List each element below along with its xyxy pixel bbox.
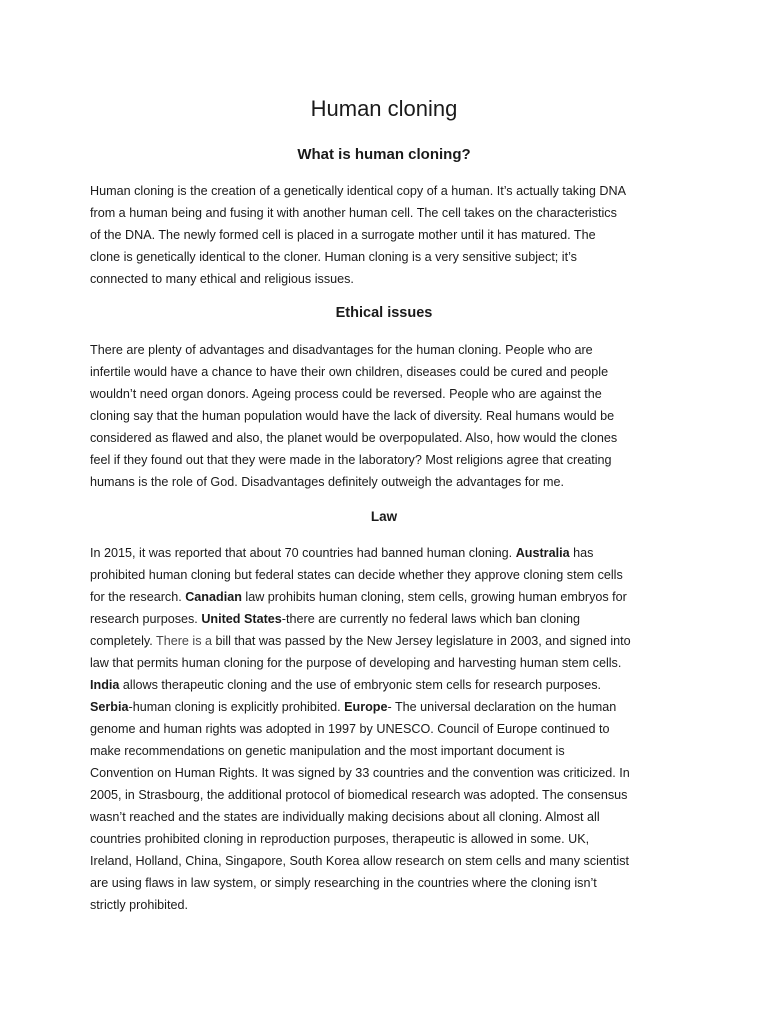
paragraph-line: clone is genetically identical to the cloner. Human cloning is a very sensitive subject; it’s: [90, 250, 577, 264]
country-name-canadian: Canadian: [185, 590, 242, 604]
paragraph-line: connected to many ethical and religious issues.: [90, 272, 354, 286]
section-heading-law: Law: [370, 509, 398, 524]
paragraph-line: are using flaws in law system, or simply researching in the countries where the cloning isn’t: [90, 876, 597, 890]
paragraph-line: wouldn’t need organ donors. Ageing process could be reversed. People who are against the: [90, 387, 602, 401]
paragraph-line: Ireland, Holland, China, Singapore, South Korea allow research on stem cells and many scientist: [90, 854, 630, 868]
country-name-serbia: Serbia: [90, 700, 129, 714]
paragraph-line: considered as flawed and also, the planet would be overpopulated. Also, how would the clones: [90, 431, 618, 445]
paragraph-line: In 2015, it was reported that about 70 countries had banned human cloning. Australia has: [90, 546, 594, 560]
paragraph-line: infertile would have a chance to have their own children, diseases could be cured and people: [90, 365, 609, 379]
paragraph-line: research purposes. United States-there are currently no federal laws which ban cloning: [90, 612, 581, 626]
paragraph-line: from a human being and fusing it with another human cell. The cell takes on the characteristics: [90, 206, 617, 220]
paragraph-line: wasn’t reached and the states are individually making decisions about all cloning. Almost all: [90, 810, 600, 824]
grey-text-fragment: There is a: [156, 634, 213, 648]
paragraph-line: law that permits human cloning for the purpose of developing and harvesting human stem cells.: [90, 656, 622, 670]
paragraph-line: make recommendations on genetic manipulation and the most important document is: [90, 744, 565, 758]
paragraph-ethical-issues: [90, 339, 680, 493]
country-name-india: India: [90, 678, 120, 692]
paragraph-line: 2005, in Strasbourg, the additional protocol of biomedical research was adopted. The consensus: [90, 788, 628, 802]
paragraph-law: [90, 542, 680, 916]
section-heading-what-is-cloning: What is human cloning?: [297, 146, 471, 163]
paragraph-line: for the research. Canadian law prohibits human cloning, stem cells, growing human embryos for: [90, 590, 627, 604]
paragraph-line: Human cloning is the creation of a genetically identical copy of a human. It’s actually taking DNA: [90, 184, 626, 198]
paragraph-line: completely. There is a bill that was passed by the New Jersey legislature in 2003, and signed into: [90, 634, 631, 648]
region-name-europe: Europe: [344, 700, 388, 714]
paragraph-what-is-cloning: [90, 180, 680, 290]
paragraph-line: feel if they found out that they were made in the laboratory? Most religions agree that creating: [90, 453, 612, 467]
country-name-australia: Australia: [515, 546, 570, 560]
paragraph-line: Serbia-human cloning is explicitly prohibited. Europe- The universal declaration on the human: [90, 700, 617, 714]
document-title: Human cloning: [310, 96, 458, 121]
paragraph-line: of the DNA. The newly formed cell is placed in a surrogate mother until it has matured. The: [90, 228, 596, 242]
paragraph-line: humans is the role of God. Disadvantages definitely outweigh the advantages for me.: [90, 475, 564, 489]
paragraph-line: prohibited human cloning but federal states can decide whether they approve cloning stem cells: [90, 568, 623, 582]
section-heading-ethical-issues: Ethical issues: [335, 305, 433, 321]
paragraph-line: countries prohibited cloning in reproduction purposes, therapeutic is allowed in some. UK,: [90, 832, 590, 846]
paragraph-line: Convention on Human Rights. It was signed by 33 countries and the convention was criticized. In: [90, 766, 630, 780]
paragraph-line: There are plenty of advantages and disadvantages for the human cloning. People who are: [90, 343, 593, 357]
country-name-united-states: United States: [201, 612, 282, 626]
paragraph-line: cloning say that the human population would have the lack of diversity. Real humans would be: [90, 409, 615, 423]
paragraph-line: strictly prohibited.: [90, 898, 188, 912]
paragraph-line: genome and human rights was adopted in 1997 by UNESCO. Council of Europe continued to: [90, 722, 610, 736]
paragraph-line: India allows therapeutic cloning and the use of embryonic stem cells for research purposes.: [90, 678, 601, 692]
